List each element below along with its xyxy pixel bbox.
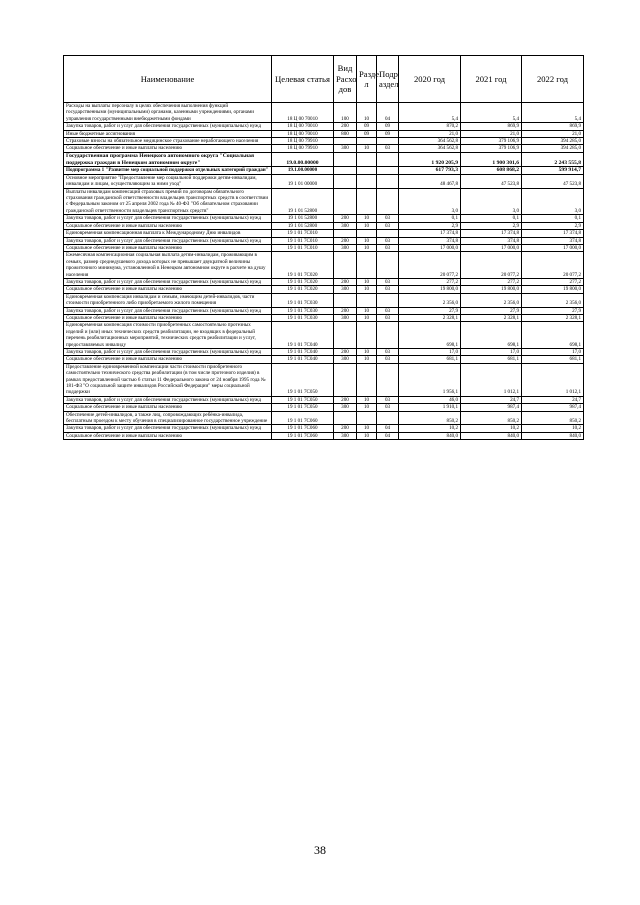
row-value-2020: 21,0 <box>399 130 461 137</box>
row-expense-kind: 200 <box>334 237 357 244</box>
row-value-2021: 1 900 301,6 <box>461 152 522 167</box>
row-target-code: 19 1 01 7С060 <box>272 432 334 439</box>
row-value-2022: 24,7 <box>522 396 584 403</box>
budget-table <box>63 55 584 440</box>
row-subsection <box>377 167 399 174</box>
row-value-2022: 0,1 <box>522 215 584 222</box>
row-target-code: 18 Ц 00 70010 <box>272 103 334 123</box>
row-subsection: 03 <box>377 278 399 285</box>
row-name: Выплаты инвалидам компенсаций страховых премий по договорам обязательного страхования гражданской ответственности владельцев транспортных средств в соответствии с Федеральным законом от 25 апреля 2002 года № 40-ФЗ "Об обязательном страховании гражданской ответственности владельцев транспортных средств" <box>64 188 272 215</box>
row-subsection: 09 <box>377 130 399 137</box>
row-name: Социальное обеспечение и иные выплаты населению <box>64 432 272 439</box>
row-value-2021: 1 012,1 <box>461 363 522 396</box>
row-section <box>357 174 377 188</box>
row-section: 10 <box>357 349 377 356</box>
row-expense-kind: 300 <box>334 286 357 293</box>
row-expense-kind: 800 <box>334 130 357 137</box>
row-subsection: 03 <box>377 215 399 222</box>
row-section: 10 <box>357 103 377 123</box>
table-row <box>64 138 584 145</box>
row-subsection <box>377 230 399 237</box>
row-target-code: 19 1 01 7С010 <box>272 237 334 244</box>
table-row <box>64 356 584 363</box>
row-value-2021: 277,2 <box>461 278 522 285</box>
row-name: Закупка товаров, работ и услуг для обеспечения государственных (муниципальных) нужд <box>64 307 272 314</box>
table-row <box>64 307 584 314</box>
row-value-2020: 17 000,0 <box>399 244 461 251</box>
row-section <box>357 322 377 349</box>
row-value-2020: 364 562,8 <box>399 145 461 152</box>
header-section: Разде л <box>357 56 377 103</box>
row-subsection: 03 <box>377 314 399 321</box>
row-subsection <box>377 188 399 215</box>
row-section <box>357 188 377 215</box>
row-target-code: 19 1 01 00000 <box>272 174 334 188</box>
row-name: Единовременная компенсация стоимости приобретенных самостоятельно протезных изделий и (или) иных технических средств реабилитации, не входящих в федеральный перечень реабилитационных мероприятий, технических средств реабилитации и услуг, предоставляемых инвалиду <box>64 322 272 349</box>
row-value-2021: 379 106,9 <box>461 145 522 152</box>
row-section: 10 <box>357 145 377 152</box>
table-row <box>64 174 584 188</box>
row-value-2022: 21,0 <box>522 130 584 137</box>
row-expense-kind: 200 <box>334 278 357 285</box>
row-value-2022: 277,2 <box>522 278 584 285</box>
row-expense-kind: 300 <box>334 404 357 411</box>
row-subsection <box>377 293 399 307</box>
row-value-2020: 10,2 <box>399 425 461 432</box>
row-expense-kind: 200 <box>334 349 357 356</box>
row-expense-kind: 200 <box>334 396 357 403</box>
row-expense-kind <box>334 167 357 174</box>
header-year-2021: 2021 год <box>461 56 522 103</box>
row-value-2020: 19 800,0 <box>399 286 461 293</box>
row-subsection: 03 <box>377 349 399 356</box>
row-value-2021: 379 106,9 <box>461 138 522 145</box>
row-target-code: 19 1 01 7С050 <box>272 404 334 411</box>
row-value-2021: 27,9 <box>461 307 522 314</box>
row-value-2021: 608 868,2 <box>461 167 522 174</box>
row-target-code: 18 Ц 00 79910 <box>272 145 334 152</box>
row-section: 10 <box>357 278 377 285</box>
table-row <box>64 222 584 229</box>
row-section <box>357 411 377 425</box>
row-target-code: 19 1 01 7С040 <box>272 322 334 349</box>
row-value-2020: 2,9 <box>399 222 461 229</box>
row-target-code: 18 Ц 00 79910 <box>272 138 334 145</box>
row-value-2020: 2 356,0 <box>399 293 461 307</box>
row-section <box>357 363 377 396</box>
row-expense-kind: 200 <box>334 307 357 314</box>
row-value-2020: 277,2 <box>399 278 461 285</box>
row-value-2022: 374,8 <box>522 237 584 244</box>
table-row <box>64 123 584 130</box>
row-value-2022: 2 356,0 <box>522 293 584 307</box>
row-target-code: 19 1 01 7С060 <box>272 411 334 425</box>
row-target-code: 18 Ц 00 70010 <box>272 130 334 137</box>
row-value-2020: 5,4 <box>399 103 461 123</box>
row-section: 10 <box>357 396 377 403</box>
row-value-2022: 19 800,0 <box>522 286 584 293</box>
row-target-code: 19 1 01 7С050 <box>272 396 334 403</box>
row-target-code: 19 1 01 7С030 <box>272 307 334 314</box>
row-value-2021: 17,0 <box>461 349 522 356</box>
row-name: Единовременная компенсация инвалидам и семьям, имеющим детей-инвалидов, части стоимости приобретенного либо приобретаемого жилого помещения <box>64 293 272 307</box>
table-row <box>64 145 584 152</box>
row-expense-kind: 300 <box>334 314 357 321</box>
row-expense-kind <box>334 293 357 307</box>
header-name: Наименование <box>64 56 272 103</box>
row-name: Ежемесячная компенсационная социальная выплата детям-инвалидам, проживающим в семьях, размер среднедушевого дохода которых не превышает двукратной величины прожиточного минимума, установленной в Ненецком автономном округе в расчете на душу населения <box>64 252 272 279</box>
row-value-2020: 1 910,1 <box>399 404 461 411</box>
table-row <box>64 278 584 285</box>
row-name: Единовременная компенсационная выплата к Международному Дню инвалидов <box>64 230 272 237</box>
row-name: Закупка товаров, работ и услуг для обеспечения государственных (муниципальных) нужд <box>64 237 272 244</box>
row-value-2020: 1 920 205,9 <box>399 152 461 167</box>
row-name: Закупка товаров, работ и услуг для обеспечения государственных (муниципальных) нужд <box>64 278 272 285</box>
row-value-2022: 47 523,8 <box>522 174 584 188</box>
table-row <box>64 322 584 349</box>
row-target-code: 19.0.00.00000 <box>272 152 334 167</box>
row-section: 10 <box>357 222 377 229</box>
row-section: 10 <box>357 307 377 314</box>
row-target-code: 19 1 01 52800 <box>272 188 334 215</box>
row-subsection: 03 <box>377 396 399 403</box>
row-value-2021: 2,9 <box>461 222 522 229</box>
row-subsection: 03 <box>377 145 399 152</box>
row-name: Основное мероприятие "Предоставление мер социальной поддержки детям-инвалидам, инвалидам и лицам, осуществляющим за ними уход" <box>64 174 272 188</box>
row-subsection: 04 <box>377 425 399 432</box>
row-target-code: 19 1 01 7С050 <box>272 363 334 396</box>
row-value-2021: 5,4 <box>461 103 522 123</box>
row-value-2021: 3,0 <box>461 188 522 215</box>
row-value-2021: 17 374,8 <box>461 230 522 237</box>
row-expense-kind: 100 <box>334 103 357 123</box>
row-subsection <box>377 363 399 396</box>
row-section: 10 <box>357 356 377 363</box>
row-name: Обеспечение детей-инвалидов, а также лиц, сопровождающих ребёнка-инвалида, бесплатным проездом к месту обучения в специализированное государственное учреждение <box>64 411 272 425</box>
row-value-2021: 0,1 <box>461 215 522 222</box>
row-target-code: 19 1 01 7С020 <box>272 278 334 285</box>
row-subsection: 09 <box>377 123 399 130</box>
row-name: Подпрограмма 1 "Развитие мер социальной поддержки отдельных категорий граждан" <box>64 167 272 174</box>
row-name: Социальное обеспечение и иные выплаты населению <box>64 404 272 411</box>
row-value-2020: 364 562,8 <box>399 138 461 145</box>
row-value-2022: 3,0 <box>522 188 584 215</box>
row-section <box>357 252 377 279</box>
row-value-2022: 394 285,0 <box>522 138 584 145</box>
row-value-2021: 2 356,0 <box>461 293 522 307</box>
row-section: 09 <box>357 123 377 130</box>
row-value-2022: 10,2 <box>522 425 584 432</box>
row-value-2020: 870,2 <box>399 123 461 130</box>
row-value-2020: 1 956,1 <box>399 363 461 396</box>
row-target-code: 19 1 01 7С040 <box>272 349 334 356</box>
row-target-code: 19 1 01 7С010 <box>272 244 334 251</box>
row-section: 10 <box>357 404 377 411</box>
row-target-code: 19.1.00.00000 <box>272 167 334 174</box>
row-value-2020: 840,0 <box>399 432 461 439</box>
row-subsection: 03 <box>377 286 399 293</box>
table-row <box>64 396 584 403</box>
table-row <box>64 167 584 174</box>
row-value-2021: 869,9 <box>461 123 522 130</box>
table-row <box>64 237 584 244</box>
row-subsection: 03 <box>377 356 399 363</box>
row-name: Закупка товаров, работ и услуг для обеспечения государственных (муниципальных) нужд <box>64 349 272 356</box>
table-row <box>64 349 584 356</box>
row-subsection: 03 <box>377 237 399 244</box>
row-section: 10 <box>357 314 377 321</box>
table-row <box>64 286 584 293</box>
row-value-2022: 2 243 555,8 <box>522 152 584 167</box>
row-subsection <box>377 152 399 167</box>
row-value-2020: 17,0 <box>399 349 461 356</box>
row-target-code: 19 1 01 7С010 <box>272 230 334 237</box>
row-value-2022: 17 000,0 <box>522 244 584 251</box>
row-subsection <box>377 174 399 188</box>
row-subsection <box>377 411 399 425</box>
row-section <box>357 293 377 307</box>
row-value-2021: 681,1 <box>461 356 522 363</box>
row-value-2020: 3,0 <box>399 188 461 215</box>
row-value-2021: 850,2 <box>461 411 522 425</box>
row-section <box>357 152 377 167</box>
table-row <box>64 314 584 321</box>
row-target-code: 19 1 01 7С040 <box>272 356 334 363</box>
row-value-2022: 987,4 <box>522 404 584 411</box>
row-value-2021: 840,0 <box>461 432 522 439</box>
table-body <box>64 103 584 440</box>
row-expense-kind <box>334 152 357 167</box>
table-row <box>64 363 584 396</box>
table-row <box>64 252 584 279</box>
row-section: 09 <box>357 130 377 137</box>
row-value-2022: 869,9 <box>522 123 584 130</box>
table-row <box>64 293 584 307</box>
row-value-2021: 20 077,2 <box>461 252 522 279</box>
header-subsection: Подр аздел <box>377 56 399 103</box>
row-value-2021: 19 800,0 <box>461 286 522 293</box>
row-value-2020: 681,1 <box>399 356 461 363</box>
row-value-2021: 10,2 <box>461 425 522 432</box>
row-expense-kind: 300 <box>334 145 357 152</box>
row-name: Закупка товаров, работ и услуг для обеспечения государственных (муниципальных) нужд <box>64 396 272 403</box>
row-value-2022: 599 914,7 <box>522 167 584 174</box>
row-expense-kind <box>334 188 357 215</box>
budget-sheet <box>63 55 583 440</box>
row-subsection: 04 <box>377 432 399 439</box>
row-value-2022: 2 328,1 <box>522 314 584 321</box>
row-name: Расходы на выплаты персоналу в целях обеспечения выполнения функций государственными (муниципальными) органами, казенными учреждениями, органами управления государственными внебюджетными фондами <box>64 103 272 123</box>
row-value-2021: 21,0 <box>461 130 522 137</box>
row-value-2020: 2 328,1 <box>399 314 461 321</box>
row-subsection: 03 <box>377 244 399 251</box>
table-row <box>64 103 584 123</box>
row-value-2021: 987,4 <box>461 404 522 411</box>
header-kind: Вид Расхо дов <box>334 56 357 103</box>
row-value-2022: 20 077,2 <box>522 252 584 279</box>
row-value-2022: 1 012,1 <box>522 363 584 396</box>
row-value-2021: 24,7 <box>461 396 522 403</box>
row-value-2022: 850,2 <box>522 411 584 425</box>
row-value-2020: 0,1 <box>399 215 461 222</box>
row-subsection: 03 <box>377 404 399 411</box>
row-value-2022: 840,0 <box>522 432 584 439</box>
row-target-code: 19 1 01 52800 <box>272 215 334 222</box>
row-name: Закупка товаров, работ и услуг для обеспечения государственных (муниципальных) нужд <box>64 425 272 432</box>
table-header-row <box>64 56 584 103</box>
table-row <box>64 152 584 167</box>
row-name: Предоставление единовременной компенсации части стоимости приобретенного самостоятельно технического средства реабилитации (в том числе протезного изделия) в рамках предоставленной частью 6 статьи 11 Федерального закона от 24 ноября 1995 года № 181-ФЗ "О социальной защите инвалидов Российской Федерации" меры социальной поддержки <box>64 363 272 396</box>
row-value-2022: 5,4 <box>522 103 584 123</box>
row-value-2021: 17 000,0 <box>461 244 522 251</box>
row-name: Социальное обеспечение и иные выплаты населению <box>64 145 272 152</box>
row-value-2022: 27,9 <box>522 307 584 314</box>
row-value-2020: 850,2 <box>399 411 461 425</box>
row-section <box>357 167 377 174</box>
row-value-2022: 698,1 <box>522 322 584 349</box>
table-row <box>64 244 584 251</box>
row-expense-kind <box>334 363 357 396</box>
row-expense-kind <box>334 174 357 188</box>
row-name: Социальное обеспечение и иные выплаты населению <box>64 286 272 293</box>
row-section: 10 <box>357 432 377 439</box>
row-section: 10 <box>357 286 377 293</box>
row-target-code: 19 1 01 7С020 <box>272 252 334 279</box>
row-value-2022: 17,0 <box>522 349 584 356</box>
row-target-code: 19 1 01 7С020 <box>272 286 334 293</box>
row-subsection <box>377 252 399 279</box>
table-row <box>64 215 584 222</box>
row-value-2020: 617 793,3 <box>399 167 461 174</box>
row-target-code: 18 Ц 00 70010 <box>272 123 334 130</box>
row-name: Социальное обеспечение и иные выплаты населению <box>64 222 272 229</box>
row-value-2021: 698,1 <box>461 322 522 349</box>
row-value-2022: 681,1 <box>522 356 584 363</box>
row-subsection <box>377 322 399 349</box>
row-section: 10 <box>357 244 377 251</box>
table-row <box>64 432 584 439</box>
row-value-2020: 48 467,8 <box>399 174 461 188</box>
row-value-2022: 17 374,8 <box>522 230 584 237</box>
row-target-code: 19 1 01 52800 <box>272 222 334 229</box>
row-subsection: 04 <box>377 103 399 123</box>
row-section: 10 <box>357 425 377 432</box>
table-row <box>64 404 584 411</box>
header-year-2022: 2022 год <box>522 56 584 103</box>
row-name: Государственная программа Ненецкого автономного округа "Социальная поддержка граждан в Ненецком автономном округе" <box>64 152 272 167</box>
row-subsection: 03 <box>377 222 399 229</box>
row-value-2021: 2 328,1 <box>461 314 522 321</box>
row-name: Социальное обеспечение и иные выплаты населению <box>64 356 272 363</box>
row-name: Закупка товаров, работ и услуг для обеспечения государственных (муниципальных) нужд <box>64 123 272 130</box>
table-row <box>64 425 584 432</box>
row-expense-kind: 300 <box>334 356 357 363</box>
row-target-code: 19 1 01 7С030 <box>272 314 334 321</box>
row-value-2020: 374,8 <box>399 237 461 244</box>
row-name: Социальное обеспечение и иные выплаты населению <box>64 244 272 251</box>
header-year-2020: 2020 год <box>399 56 461 103</box>
page-number: 38 <box>314 843 326 857</box>
row-value-2022: 2,9 <box>522 222 584 229</box>
table-row <box>64 188 584 215</box>
table-row <box>64 230 584 237</box>
row-expense-kind: 200 <box>334 123 357 130</box>
row-name: Страховые взносы на обязательное медицинское страхование неработающего населения <box>64 138 272 145</box>
row-value-2020: 698,1 <box>399 322 461 349</box>
row-expense-kind: 200 <box>334 425 357 432</box>
row-subsection <box>377 138 399 145</box>
row-expense-kind <box>334 411 357 425</box>
row-value-2020: 20 077,2 <box>399 252 461 279</box>
row-section: 10 <box>357 237 377 244</box>
row-section <box>357 138 377 145</box>
row-expense-kind <box>334 230 357 237</box>
row-value-2020: 17 374,8 <box>399 230 461 237</box>
row-name: Закупка товаров, работ и услуг для обеспечения государственных (муниципальных) нужд <box>64 215 272 222</box>
row-value-2021: 374,8 <box>461 237 522 244</box>
row-value-2021: 47 523,8 <box>461 174 522 188</box>
row-name: Социальное обеспечение и иные выплаты населению <box>64 314 272 321</box>
header-target: Целевая статья <box>272 56 334 103</box>
row-target-code: 19 1 01 7С030 <box>272 293 334 307</box>
row-name: Иные бюджетные ассигнования <box>64 130 272 137</box>
table-row <box>64 411 584 425</box>
row-target-code: 19 1 01 7С060 <box>272 425 334 432</box>
row-value-2022: 394 285,0 <box>522 145 584 152</box>
row-expense-kind <box>334 322 357 349</box>
row-expense-kind <box>334 252 357 279</box>
row-expense-kind <box>334 138 357 145</box>
row-value-2020: 27,9 <box>399 307 461 314</box>
row-section <box>357 230 377 237</box>
row-expense-kind: 300 <box>334 222 357 229</box>
row-expense-kind: 300 <box>334 244 357 251</box>
row-value-2020: 46,0 <box>399 396 461 403</box>
row-expense-kind: 200 <box>334 215 357 222</box>
row-expense-kind: 300 <box>334 432 357 439</box>
row-section: 10 <box>357 215 377 222</box>
row-subsection: 03 <box>377 307 399 314</box>
table-row <box>64 130 584 137</box>
